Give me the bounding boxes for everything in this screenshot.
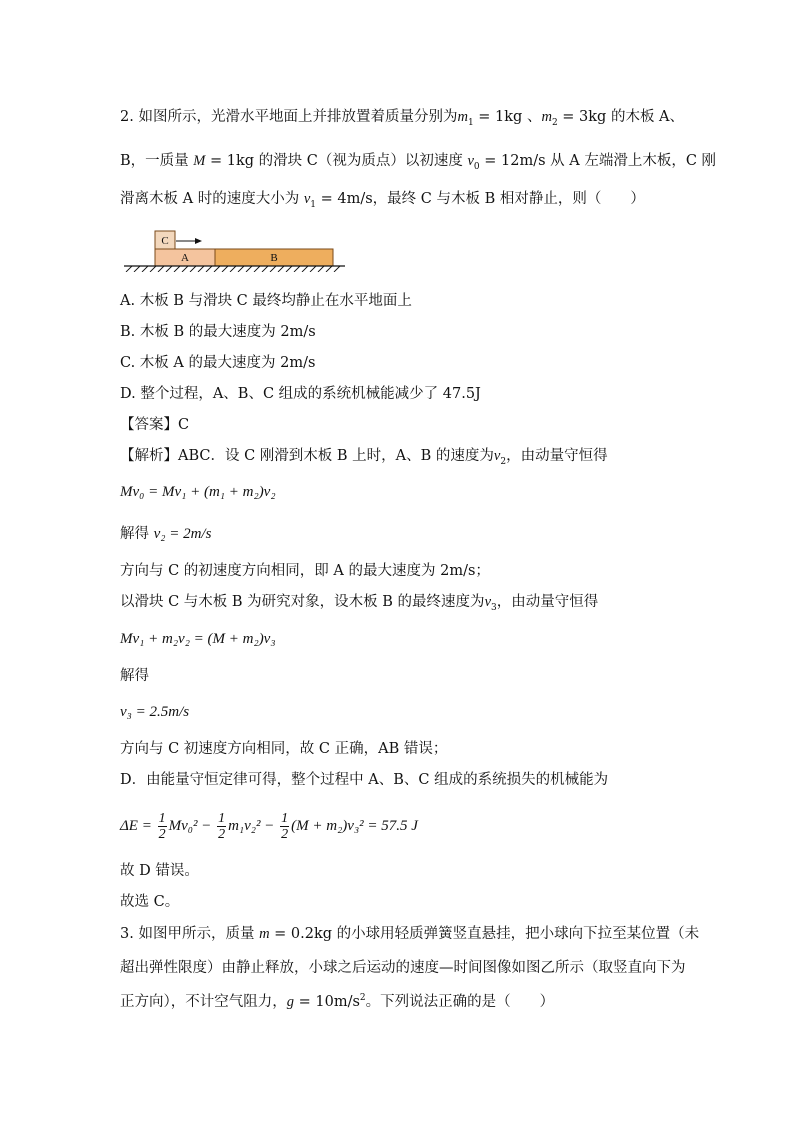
q2-line2: B，一质量 M = 1kg 的滑块 C（视为质点）以初速度 $v_0 = 12m/s$ 从 A 左端滑上木板，C 刚 bbox=[120, 153, 717, 172]
option-b: B. 木板 B 的最大速度为 2m/s bbox=[120, 324, 316, 340]
direction-line-2: 方向与 C 初速度方向相同，故 C 正确，AB 错误； bbox=[120, 741, 448, 757]
board-a-label: A bbox=[181, 252, 189, 264]
equation-momentum-2: Mv₁ + m₂v₂ = (M + m₂)v₃ bbox=[120, 631, 276, 647]
fraction-half-3: $\frac{1}{2}$ bbox=[281, 811, 289, 843]
option-d: D. 整个过程，A、B、C 组成的系统机械能减少了 47.5J bbox=[120, 386, 481, 402]
conclusion-c: 故选 C。 bbox=[120, 894, 180, 910]
board-b-label: B bbox=[270, 252, 278, 264]
option-a: A. 木板 B 与滑块 C 最终均静止在水平地面上 bbox=[120, 293, 412, 309]
velocity-arrow-head bbox=[195, 238, 202, 244]
q3-line1: 3. 如图甲所示，质量 m = 0.2kg 的小球用轻质弹簧竖直悬挂，把小球向下拉至某位置（未 bbox=[120, 926, 700, 942]
solve-line-1: 解得 v₂ = 2m/s bbox=[120, 526, 212, 542]
q2-line1: 2. 如图所示，光滑水平地面上并排放置着质量分别为$m_1 = 1kg$ 、$m_2 = 3kg$ 的木板 A、 bbox=[120, 109, 685, 128]
solve-line-2: 解得 bbox=[120, 668, 149, 684]
conclusion-d: 故 D 错误。 bbox=[120, 863, 199, 879]
q2-line3: 滑离木板 A 时的速度大小为 $v_1 = 4m/s$，最终 C 与木板 B 相对静止，则（ ） bbox=[120, 191, 645, 210]
direction-line-1: 方向与 C 的初速度方向相同，即 A 的最大速度为 2m/s； bbox=[120, 563, 490, 579]
answer-line: 【答案】C bbox=[120, 417, 190, 433]
fraction-half-2: $\frac{1}{2}$ bbox=[218, 811, 226, 843]
option-c: C. 木板 A 的最大速度为 2m/s bbox=[120, 355, 316, 371]
object-line: 以滑块 C 与木板 B 为研究对象，设木板 B 的最终速度为$v_3$，由动量守恒得 bbox=[120, 594, 599, 613]
blocks-figure bbox=[122, 228, 347, 276]
ground-hatch bbox=[126, 266, 340, 272]
equation-momentum-1: Mv₀ = Mv₁ + (m₁ + m₂)v₂ bbox=[120, 484, 276, 500]
block-c-label: C bbox=[161, 235, 169, 247]
blocks-diagram bbox=[122, 228, 347, 272]
fraction-half-1: $\frac{1}{2}$ bbox=[158, 811, 166, 843]
energy-line: D．由能量守恒定律可得，整个过程中 A、B、C 组成的系统损失的机械能为 bbox=[120, 772, 609, 788]
equation-v3: v₃ = 2.5m/s bbox=[120, 704, 190, 720]
equation-energy: ΔE = $\frac{1}{2}$ Mv₀² − $\frac{1}{2}$ m₁v₂² − $\frac{1}{2}$ (M + m₂)v₃² = 57.5 J bbox=[120, 811, 418, 843]
q3-line3: 正方向），不计空气阻力，$g = 10m/s^2$。下列说法正确的是（ ） bbox=[120, 993, 555, 1010]
analysis-intro: 【解析】ABC．设 C 刚滑到木板 B 上时，A、B 的速度为$v_2$，由动量守恒得 bbox=[120, 448, 608, 467]
q3-line2: 超出弹性限度）由静止释放，小球之后运动的速度—时间图像如图乙所示（取竖直向下为 bbox=[120, 960, 686, 976]
